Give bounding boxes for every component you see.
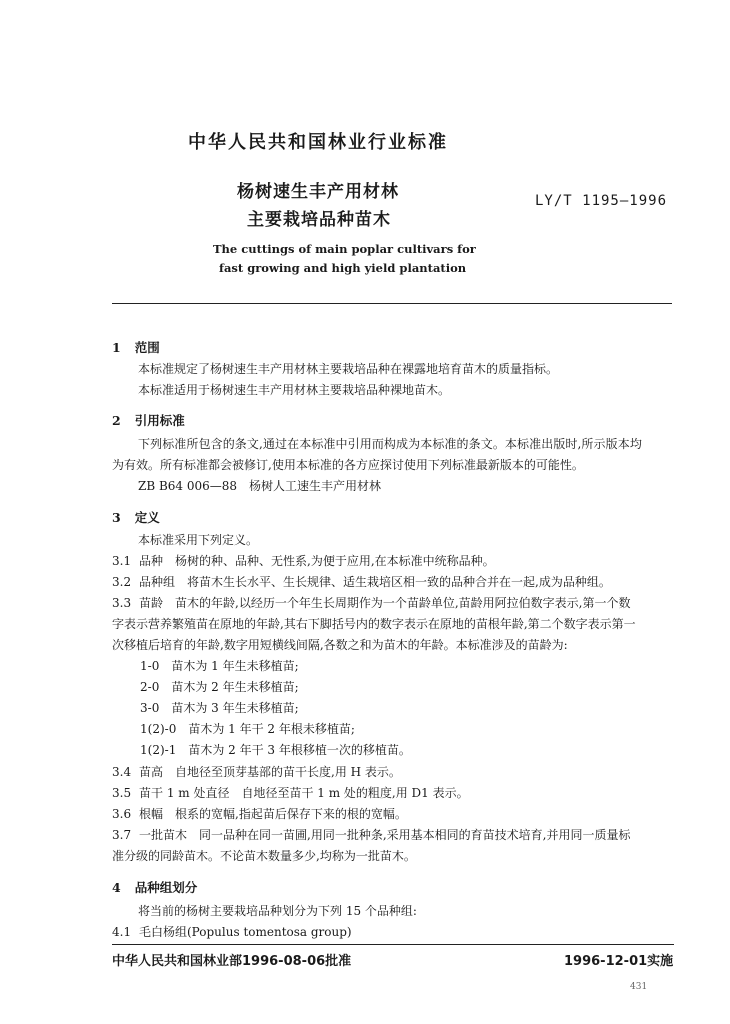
english-title-line-1: The cuttings of main poplar cultivars for: [213, 242, 476, 256]
approval-line: 中华人民共和国林业部1996-08-06批准: [112, 954, 352, 969]
page-number: 431: [630, 982, 648, 992]
section-3-title: 定义: [134, 510, 160, 525]
definition-3-2: [112, 574, 611, 590]
definition-3-4-number: 3.4: [112, 765, 132, 779]
section-2-heading: [112, 411, 185, 429]
definition-3-4: [112, 764, 401, 780]
seedling-age-1-2-1: 1(2)-1 苗木为 2 年干 3 年根移植一次的移植苗。: [140, 743, 411, 757]
section-4-intro: 将当前的杨树主要栽培品种划分为下列 15 个品种组:: [138, 904, 417, 918]
section-3-heading: [112, 508, 160, 526]
subsection-4-1-number: 4.1: [112, 925, 132, 939]
subsection-4-1-text: 毛白杨组(Populus tomentosa group): [139, 925, 352, 939]
section-3-number: 3: [112, 510, 121, 525]
standard-code: LY/T 1195—1996: [535, 193, 668, 209]
seedling-age-1-2-0: 1(2)-0 苗木为 1 年干 2 年根未移植苗;: [140, 722, 355, 736]
definition-3-3-line-2: 字表示营养繁殖苗在原地的年龄,其右下脚括号内的数字表示在原地的苗根年龄,第二个数字表示第一: [112, 617, 636, 631]
definition-3-6-text: 根幅 根系的宽幅,指起苗后保存下来的根的宽幅。: [139, 807, 407, 821]
section-2-title: 引用标准: [134, 413, 185, 428]
subsection-4-1: [112, 924, 352, 940]
implementation-date: 1996-12-01实施: [564, 954, 674, 969]
footer-divider: [112, 944, 674, 945]
section-2-paragraph-line-2: 为有效。所有标准都会被修订,使用本标准的各方应探讨使用下列标准最新版本的可能性。: [112, 458, 584, 472]
definition-3-3-number: 3.3: [112, 596, 132, 610]
section-2-number: 2: [112, 413, 121, 428]
seedling-age-2-0: 2-0 苗木为 2 年生未移植苗;: [140, 680, 299, 694]
section-2-reference: ZB B64 006—88 杨树人工速生丰产用材林: [138, 479, 382, 493]
definition-3-1-text: 品种 杨树的种、品种、无性系,为便于应用,在本标准中统称品种。: [139, 554, 495, 568]
english-title-line-2: fast growing and high yield plantation: [219, 261, 467, 275]
header-divider: [112, 303, 672, 304]
seedling-age-3-0: 3-0 苗木为 3 年生未移植苗;: [140, 701, 299, 715]
definition-3-7-line-2: 准分级的同龄苗木。不论苗木数量多少,均称为一批苗木。: [112, 849, 416, 863]
section-1-number: 1: [112, 340, 121, 355]
definition-3-4-text: 苗高 自地径至顶芽基部的苗干长度,用 H 表示。: [139, 765, 401, 779]
section-4-number: 4: [112, 880, 121, 895]
definition-3-3-line-3: 次移植后培育的年龄,数字用短横线间隔,各数之和为苗木的年龄。本标准涉及的苗龄为:: [112, 638, 568, 652]
section-4-title: 品种组划分: [134, 880, 198, 895]
definition-3-1: [112, 553, 495, 569]
definition-3-7-number: 3.7: [112, 828, 132, 842]
definition-3-5-text: 苗干 1 m 处直径 自地径至苗干 1 m 处的粗度,用 D1 表示。: [139, 786, 469, 800]
definition-3-3-line-1: [112, 595, 630, 611]
definition-3-5-number: 3.5: [112, 786, 132, 800]
section-1-title: 范围: [134, 340, 160, 355]
org-heading: 中华人民共和国林业行业标准: [188, 132, 448, 153]
title-line-1: 杨树速生丰产用材林: [237, 182, 399, 202]
title-line-2: 主要栽培品种苗木: [247, 210, 391, 230]
definition-3-6: [112, 806, 407, 822]
definition-3-1-number: 3.1: [112, 554, 132, 568]
definition-3-2-text: 品种组 将苗木生长水平、生长规律、适生栽培区相一致的品种合并在一起,成为品种组。: [139, 575, 611, 589]
section-4-heading: [112, 878, 197, 896]
seedling-age-1-0: 1-0 苗木为 1 年生未移植苗;: [140, 659, 299, 673]
definition-3-3-text-1: 苗龄 苗木的年龄,以经历一个年生长周期作为一个苗龄单位,苗龄用阿拉伯数字表示,第一个数: [139, 596, 631, 610]
section-1-paragraph-1: 本标准规定了杨树速生丰产用材林主要栽培品种在裸露地培育苗木的质量指标。: [138, 362, 559, 376]
section-3-intro: 本标准采用下列定义。: [138, 533, 259, 547]
definition-3-2-number: 3.2: [112, 575, 132, 589]
section-1-paragraph-2: 本标准适用于杨树速生丰产用材林主要栽培品种裸地苗木。: [138, 383, 451, 397]
definition-3-7-text-1: 一批苗木 同一品种在同一苗圃,用同一批种条,采用基本相同的育苗技术培育,并用同一质量标: [139, 828, 631, 842]
definition-3-5: [112, 785, 469, 801]
definition-3-7-line-1: [112, 827, 630, 843]
definition-3-6-number: 3.6: [112, 807, 132, 821]
section-1-heading: [112, 338, 160, 356]
section-2-paragraph-line-1: 下列标准所包含的条文,通过在本标准中引用而构成为本标准的条文。本标准出版时,所示版本均: [138, 437, 642, 451]
